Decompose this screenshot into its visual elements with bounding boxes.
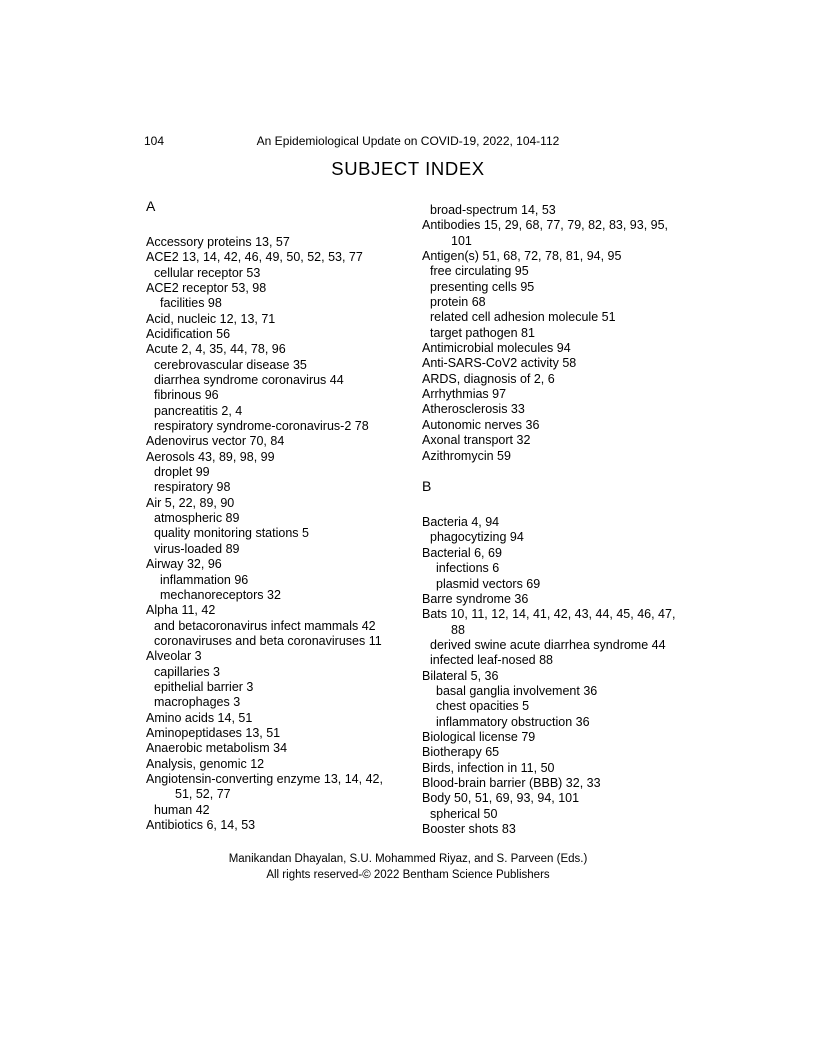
index-entry: Biotherapy 65 — [422, 745, 500, 760]
index-entry: ACE2 receptor 53, 98 — [146, 280, 267, 295]
index-entry: plasmid vectors 69 — [436, 576, 541, 591]
index-entry: Alveolar 3 — [146, 649, 202, 664]
index-entry: ARDS, diagnosis of 2, 6 — [422, 371, 555, 386]
index-entry: mechanoreceptors 32 — [160, 587, 281, 602]
index-entry: basal ganglia involvement 36 — [436, 683, 598, 698]
index-entry: ACE2 13, 14, 42, 46, 49, 50, 52, 53, 77 — [146, 250, 363, 265]
index-entry: Birds, infection in 11, 50 — [422, 760, 555, 775]
index-entry: Bacteria 4, 94 — [422, 515, 500, 530]
index-entry: Aerosols 43, 89, 98, 99 — [146, 449, 275, 464]
index-entry: inflammatory obstruction 36 — [436, 714, 590, 729]
index-entry: Body 50, 51, 69, 93, 94, 101 — [422, 791, 580, 806]
index-entry: Bacterial 6, 69 — [422, 545, 502, 560]
index-column-left — [146, 199, 418, 833]
page-number: 104 — [144, 134, 165, 148]
index-entry: Accessory proteins 13, 57 — [146, 234, 290, 249]
index-entry: Acute 2, 4, 35, 44, 78, 96 — [146, 342, 286, 357]
index-entry: quality monitoring stations 5 — [154, 526, 309, 541]
page-footer — [0, 852, 816, 884]
index-entry: Aminopeptidases 13, 51 — [146, 725, 281, 740]
index-entry: cellular receptor 53 — [154, 265, 261, 280]
index-entry: Analysis, genomic 12 — [146, 756, 265, 771]
index-entry: Bats 10, 11, 12, 14, 41, 42, 43, 44, 45, 46, 47, — [422, 607, 676, 622]
index-entry: epithelial barrier 3 — [154, 679, 254, 694]
index-entry: human 42 — [154, 802, 210, 817]
index-entry: Biological license 79 — [422, 729, 536, 744]
index-entry: protein 68 — [430, 295, 486, 310]
index-entry: Axonal transport 32 — [422, 433, 531, 448]
index-entry: Booster shots 83 — [422, 822, 516, 836]
footer-editors: Manikandan Dhayalan, S.U. Mohammed Riyaz, and S. Parveen (Eds.) — [228, 853, 588, 865]
index-entry: 88 — [451, 622, 465, 637]
section-heading: B — [422, 478, 432, 495]
index-entry: related cell adhesion molecule 51 — [430, 310, 616, 325]
index-entry: Anti-SARS-CoV2 activity 58 — [422, 356, 577, 371]
index-entry: infections 6 — [436, 561, 500, 576]
index-entry: pancreatitis 2, 4 — [154, 403, 243, 418]
index-entry: Adenovirus vector 70, 84 — [146, 434, 285, 449]
index-entry: Air 5, 22, 89, 90 — [146, 495, 235, 510]
index-entry: virus-loaded 89 — [154, 541, 240, 556]
index-entry: inflammation 96 — [160, 572, 249, 587]
index-entry: atmospheric 89 — [154, 511, 240, 526]
index-entry: Bilateral 5, 36 — [422, 668, 499, 683]
index-entry: 51, 52, 77 — [175, 787, 231, 802]
index-entry: target pathogen 81 — [430, 325, 535, 340]
index-entry: Anaerobic metabolism 34 — [146, 741, 288, 756]
index-entry: Barre syndrome 36 — [422, 591, 529, 606]
index-entry: fibrinous 96 — [154, 388, 219, 403]
page-title: SUBJECT INDEX — [331, 158, 485, 179]
index-entry: broad-spectrum 14, 53 — [430, 203, 556, 217]
index-entry: Autonomic nerves 36 — [422, 417, 540, 432]
index-entry: Angiotensin-converting enzyme 13, 14, 42, — [146, 771, 383, 786]
index-entry: diarrhea syndrome coronavirus 44 — [154, 373, 344, 388]
index-entry: droplet 99 — [154, 465, 210, 480]
index-entry: chest opacities 5 — [436, 699, 530, 714]
index-entry: Amino acids 14, 51 — [146, 710, 253, 725]
blank-line — [422, 464, 708, 479]
index-entry: Acidification 56 — [146, 327, 231, 341]
index-entry: Blood-brain barrier (BBB) 32, 33 — [422, 775, 601, 790]
index-entry: and betacoronavirus infect mammals 42 — [154, 618, 376, 633]
index-entry: free circulating 95 — [430, 264, 529, 279]
index-entry: Airway 32, 96 — [146, 557, 222, 572]
index-entry: infected leaf-nosed 88 — [430, 653, 554, 668]
index-entry: Antigen(s) 51, 68, 72, 78, 81, 94, 95 — [422, 249, 622, 264]
index-entry: Antibodies 15, 29, 68, 77, 79, 82, 83, 93, 95, — [422, 218, 669, 233]
index-entry: coronaviruses and beta coronaviruses 11 — [154, 633, 382, 648]
index-entry: Atherosclerosis 33 — [422, 402, 525, 417]
index-entry: phagocytizing 94 — [430, 530, 524, 545]
index-entry: respiratory syndrome-coronavirus-2 78 — [154, 419, 369, 434]
index-entry: cerebrovascular disease 35 — [154, 357, 307, 372]
index-entry: 101 — [451, 233, 472, 248]
index-entry: spherical 50 — [430, 806, 498, 821]
section-heading: A — [146, 198, 156, 214]
index-entry: Antibiotics 6, 14, 53 — [146, 818, 256, 832]
index-column-right — [422, 203, 708, 837]
footer-rights: All rights reserved-© 2022 Bentham Science Publishers — [266, 868, 550, 881]
running-head: An Epidemiological Update on COVID-19, 2022, 104-112 — [256, 134, 560, 148]
index-entry: macrophages 3 — [154, 695, 241, 710]
index-entry: capillaries 3 — [154, 664, 221, 679]
index-entry: Arrhythmias 97 — [422, 387, 507, 402]
index-entry: respiratory 98 — [154, 480, 231, 495]
index-entry: Antimicrobial molecules 94 — [422, 341, 571, 356]
index-entry: facilities 98 — [160, 296, 222, 311]
index-entry: derived swine acute diarrhea syndrome 44 — [430, 637, 666, 652]
index-entry: Alpha 11, 42 — [146, 603, 216, 618]
index-entry: Acid, nucleic 12, 13, 71 — [146, 311, 276, 326]
index-entry: presenting cells 95 — [430, 279, 535, 294]
index-entry: Azithromycin 59 — [422, 448, 511, 463]
